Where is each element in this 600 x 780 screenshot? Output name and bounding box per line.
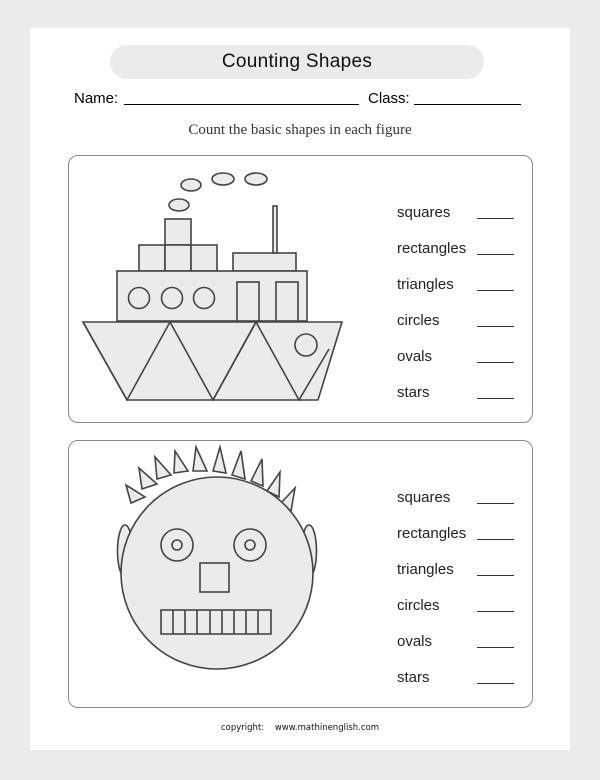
face-answer-circles <box>397 597 532 617</box>
name-class-row <box>74 90 524 110</box>
answer-label: ovals <box>397 348 433 365</box>
face-answer-rectangles <box>397 525 532 545</box>
name-blank[interactable] <box>124 104 359 105</box>
answer-label: stars <box>397 384 430 401</box>
bow-circle <box>295 334 317 356</box>
ship-answer-triangles <box>397 276 532 296</box>
answer-blank[interactable] <box>477 647 514 648</box>
instruction-text: Count the basic shapes in each figure <box>188 122 412 138</box>
face-answer-ovals <box>397 633 532 653</box>
copyright-footer <box>30 723 570 733</box>
answer-label: rectangles <box>397 240 467 257</box>
deck-rectangle <box>233 253 296 271</box>
copyright-site[interactable]: www.mathinenglish.com <box>274 723 379 733</box>
portholes <box>129 288 215 309</box>
ship-answer-stars <box>397 384 532 404</box>
smoke-ovals <box>169 173 267 211</box>
ship-answer-squares <box>397 204 532 224</box>
answer-blank[interactable] <box>477 575 514 576</box>
worksheet-page <box>30 28 570 750</box>
class-label: Class: <box>368 90 410 107</box>
face-answer-triangles <box>397 561 532 581</box>
answer-blank[interactable] <box>477 218 514 219</box>
answer-blank[interactable] <box>477 362 514 363</box>
page-title <box>110 45 484 79</box>
page-title-text: Counting Shapes <box>221 51 373 72</box>
answer-blank[interactable] <box>477 290 514 291</box>
answer-blank[interactable] <box>477 326 514 327</box>
answer-blank[interactable] <box>477 611 514 612</box>
answer-blank[interactable] <box>477 503 514 504</box>
ship-panel <box>68 155 533 423</box>
answer-blank[interactable] <box>477 539 514 540</box>
mouth-teeth <box>161 610 271 634</box>
face-panel <box>68 440 533 708</box>
copyright-label: copyright: <box>221 723 265 733</box>
ship-answer-circles <box>397 312 532 332</box>
ship-answer-ovals <box>397 348 532 368</box>
face-figure <box>69 441 399 707</box>
ship-answer-rectangles <box>397 240 532 260</box>
nose-square <box>200 563 229 592</box>
class-blank[interactable] <box>414 104 521 105</box>
answer-label: ovals <box>397 633 433 650</box>
face-answer-squares <box>397 489 532 509</box>
face-answer-stars <box>397 669 532 689</box>
answer-label: triangles <box>397 561 454 578</box>
answer-label: squares <box>397 489 451 506</box>
name-label: Name: <box>74 90 119 107</box>
answer-blank[interactable] <box>477 398 514 399</box>
cabin-squares <box>139 219 217 271</box>
answer-label: rectangles <box>397 525 467 542</box>
answer-blank[interactable] <box>477 683 514 684</box>
ship-figure <box>69 156 399 422</box>
answer-blank[interactable] <box>477 254 514 255</box>
answer-label: circles <box>397 597 440 614</box>
answer-label: squares <box>397 204 451 221</box>
answer-label: stars <box>397 669 430 686</box>
answer-label: triangles <box>397 276 454 293</box>
answer-label: circles <box>397 312 440 329</box>
mast-rectangle <box>273 206 277 253</box>
